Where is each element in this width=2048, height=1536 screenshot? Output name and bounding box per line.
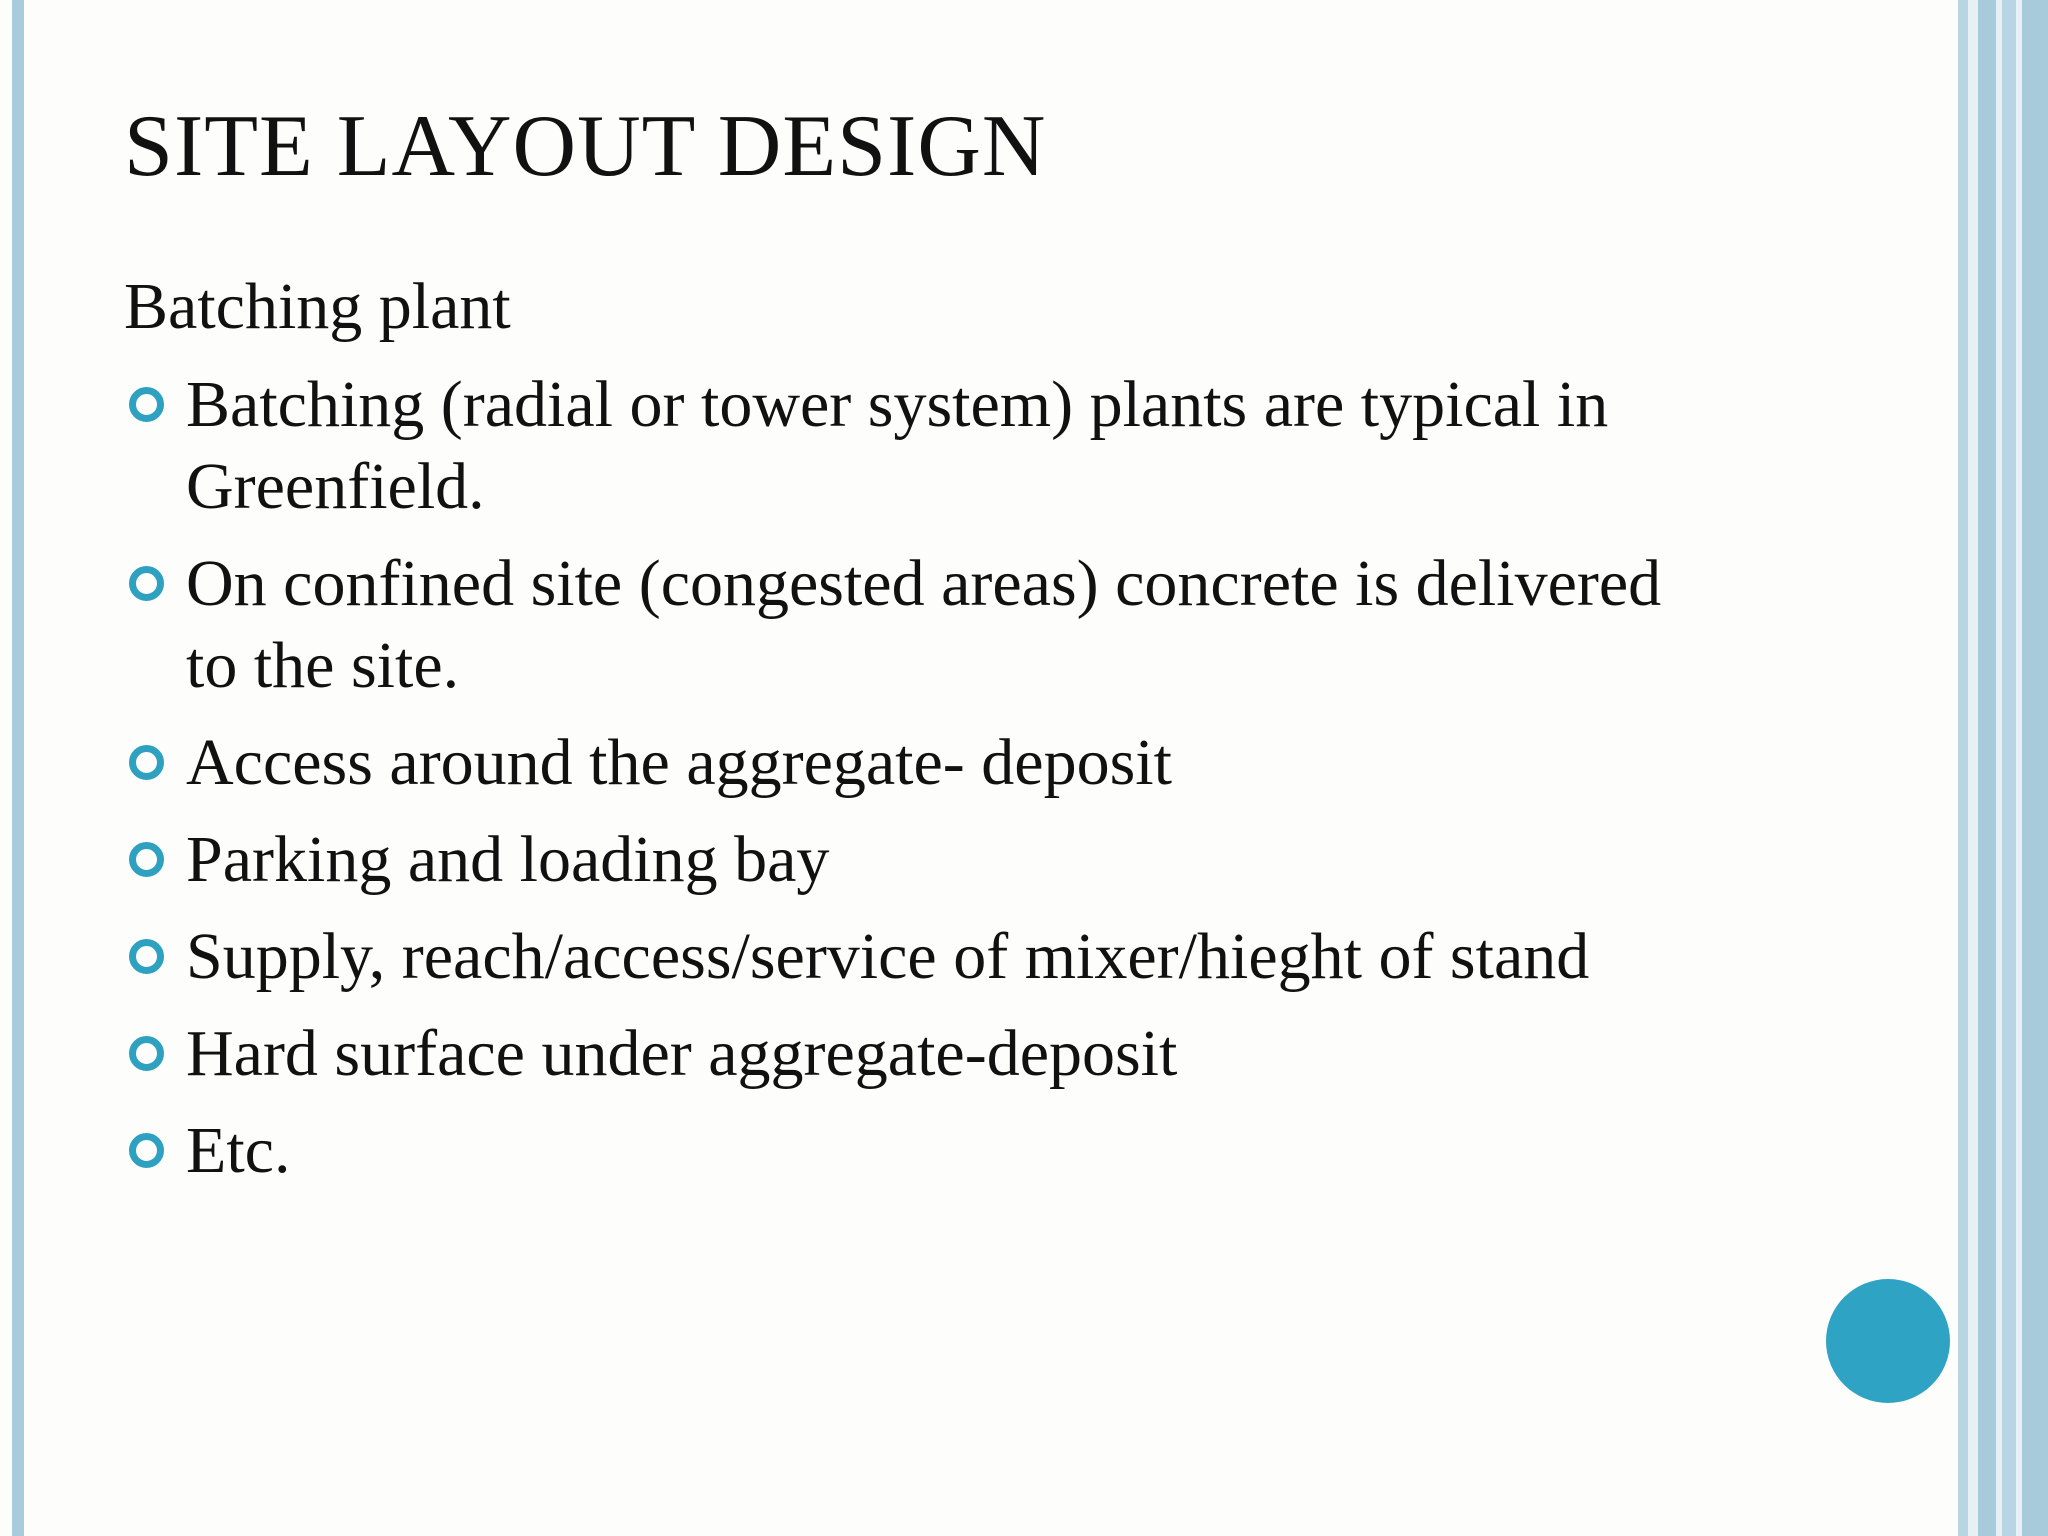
bullet-item (124, 1110, 1684, 1192)
right-border-stripe (2022, 0, 2048, 1536)
right-border-stripe (1978, 0, 1996, 1536)
bullet-item (124, 722, 1684, 804)
bullet-text: Parking and loading bay (186, 823, 830, 896)
bullet-text: Access around the aggregate- deposit (186, 726, 1172, 799)
bullet-text: Hard surface under aggregate-deposit (186, 1017, 1178, 1090)
bullet-text: Etc. (186, 1114, 291, 1187)
bullet-list (124, 364, 1684, 1207)
hollow-circle-bullet-icon (129, 1133, 164, 1168)
hollow-circle-bullet-icon (129, 566, 164, 601)
hollow-circle-bullet-icon (129, 387, 164, 422)
slide-title: SITE LAYOUT DESIGN (124, 98, 1047, 195)
left-border-stripe (12, 0, 24, 1536)
right-border-stripe (2002, 0, 2016, 1536)
bullet-text: Batching (radial or tower system) plants are typical in Greenfield. (186, 368, 1609, 523)
right-border-stripe (1958, 0, 1968, 1536)
bullet-item (124, 1013, 1684, 1095)
bullet-text: Supply, reach/access/service of mixer/hieght of stand (186, 920, 1590, 993)
bullet-item (124, 819, 1684, 901)
slide-subheading: Batching plant (124, 270, 511, 343)
bullet-item (124, 364, 1684, 528)
hollow-circle-bullet-icon (129, 842, 164, 877)
right-border-stripe (1968, 0, 1978, 1536)
hollow-circle-bullet-icon (129, 939, 164, 974)
filled-circle-decoration (1826, 1279, 1950, 1403)
hollow-circle-bullet-icon (129, 745, 164, 780)
bullet-item (124, 543, 1684, 707)
bullet-item (124, 916, 1684, 998)
hollow-circle-bullet-icon (129, 1036, 164, 1071)
bullet-text: On confined site (congested areas) concrete is delivered to the site. (186, 547, 1662, 702)
